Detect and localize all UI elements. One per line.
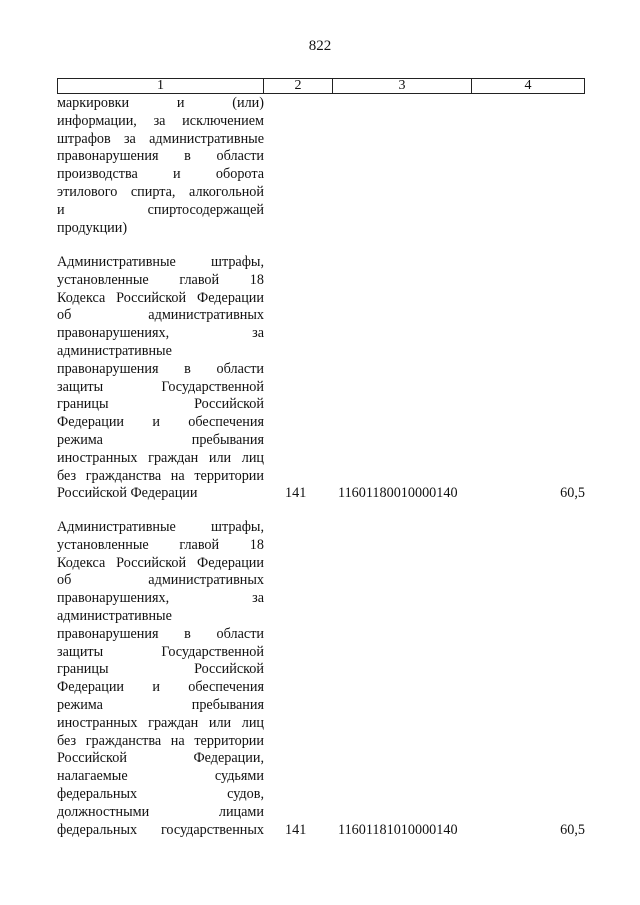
description-line: Административные штрафы, <box>57 519 264 535</box>
description-line: и спиртосодержащей <box>57 201 264 218</box>
description-line: защиты Государственной <box>57 378 264 395</box>
description-line: границы Российской <box>57 661 264 678</box>
description-line: должностными лицами <box>57 803 264 820</box>
description-line: границы Российской <box>57 396 264 413</box>
description-line: маркировки и (или) <box>57 95 264 111</box>
header-col-1: 1 <box>58 79 264 93</box>
description-line: иностранных граждан или лиц <box>57 714 264 731</box>
description-line: Федерации и обеспечения <box>57 414 264 431</box>
description-line: правонарушения в области <box>57 360 264 377</box>
row-description <box>57 519 264 839</box>
description-line: без гражданства на территории <box>57 467 264 484</box>
description-line: федеральных государственных <box>57 821 264 838</box>
description-line: защиты Государственной <box>57 643 264 660</box>
description-line: правонарушения в области <box>57 148 264 165</box>
description-line: Кодекса Российской Федерации <box>57 289 264 306</box>
description-line: режима пребывания <box>57 696 264 713</box>
row-description <box>57 254 264 503</box>
header-col-2: 2 <box>264 79 333 93</box>
description-line: этилового спирта, алкогольной <box>57 183 264 200</box>
description-line: федеральных судов, <box>57 785 264 802</box>
table-header <box>57 78 585 94</box>
row-kbk-code: 11601180010000140 <box>338 485 458 502</box>
row-sum: 60,5 <box>560 821 585 838</box>
page-number: 822 <box>308 38 332 54</box>
description-line: установленные главой 18 <box>57 271 264 288</box>
description-line: Административные штрафы, <box>57 254 264 270</box>
description-line: Федерации и обеспечения <box>57 679 264 696</box>
row-glava: 141 <box>285 485 307 502</box>
row-glava: 141 <box>285 821 307 838</box>
description-line: Кодекса Российской Федерации <box>57 554 264 571</box>
description-line: об административных <box>57 572 264 589</box>
description-line: административные <box>57 342 172 359</box>
description-line: административные <box>57 607 172 624</box>
description-line: налагаемые судьями <box>57 768 264 785</box>
row-sum: 60,5 <box>560 485 585 502</box>
description-line: установленные главой 18 <box>57 536 264 553</box>
description-line: иностранных граждан или лиц <box>57 449 264 466</box>
header-col-3: 3 <box>333 79 472 93</box>
description-line: информации, за исключением <box>57 112 264 129</box>
description-line: Российской Федерации <box>57 485 198 502</box>
description-line: правонарушения в области <box>57 625 264 642</box>
header-col-4: 4 <box>524 78 532 93</box>
description-line: продукции) <box>57 219 128 236</box>
description-line: без гражданства на территории <box>57 732 264 749</box>
row-kbk-code: 11601181010000140 <box>338 821 458 838</box>
description-line: штрафов за административные <box>57 130 264 147</box>
row-description <box>57 95 264 237</box>
description-line: об административных <box>57 307 264 324</box>
description-line: правонарушениях, за <box>57 590 264 607</box>
description-line: производства и оборота <box>57 166 264 183</box>
description-line: правонарушениях, за <box>57 325 264 342</box>
description-line: режима пребывания <box>57 431 264 448</box>
description-line: Российской Федерации, <box>57 750 264 767</box>
